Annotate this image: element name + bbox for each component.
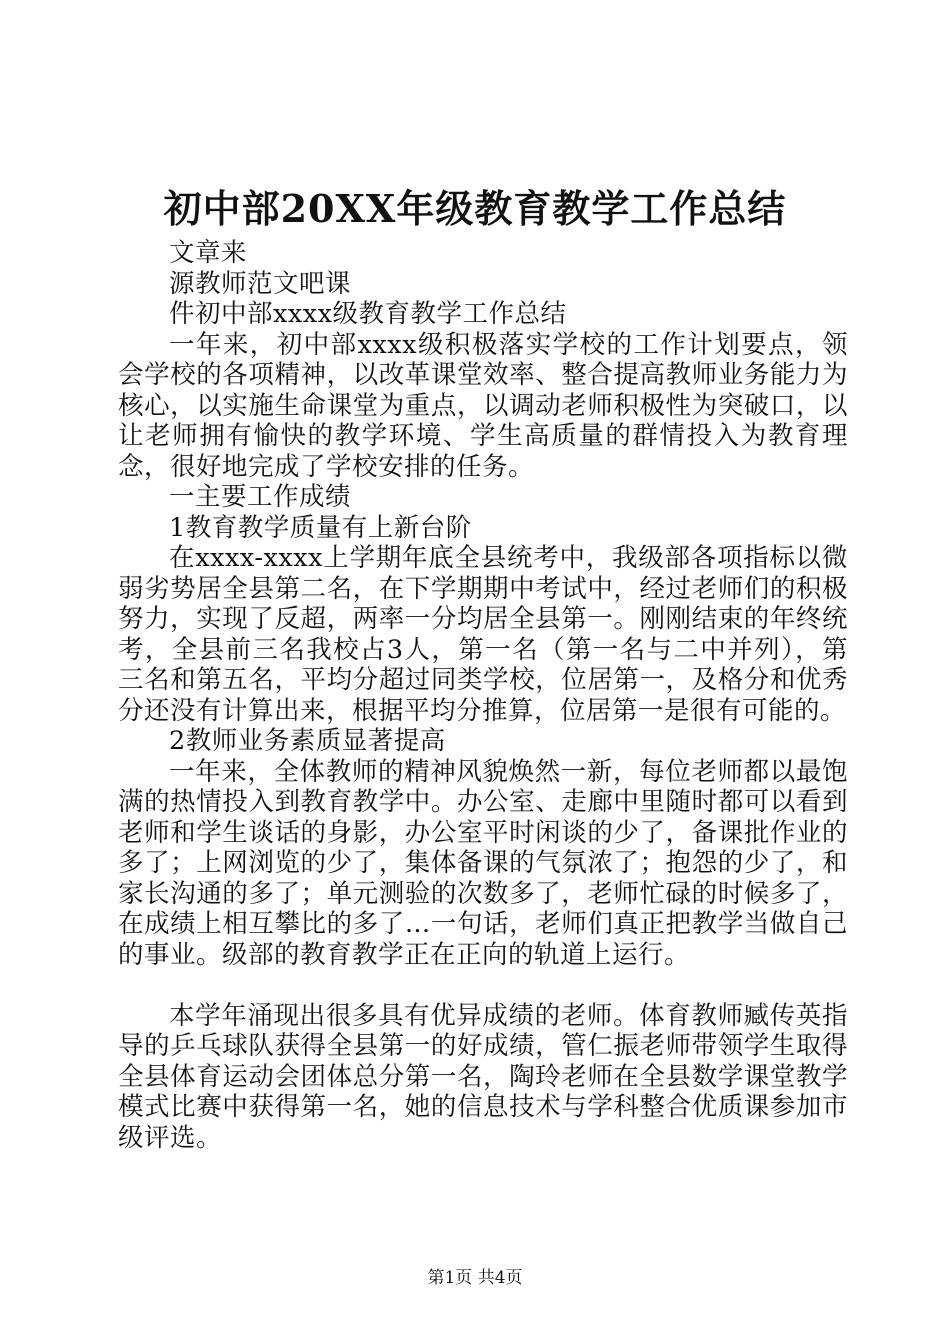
page-footer: 第1页 共4页 xyxy=(427,1268,523,1288)
paragraph-intro: 一年来，初中部xxxx级积极落实学校的工作计划要点，领会学校的各项精神，以改革课堂效率、整合提高教师业务能力为核心，以实施生命课堂为重点，以调动老师积极性为突破口，以让老师拥有愉快的教学环境、学生高质量的群情投入为教育理念，很好地完成了学校安排的任务。 xyxy=(118,329,848,482)
paragraph-source-line-3: 件初中部xxxx级教育教学工作总结 xyxy=(169,299,567,329)
paragraph-exam-results: 在xxxx-xxxx上学期年底全县统考中，我级部各项指标以微弱劣势居全县第二名，在下学期期中考试中，经过老师们的积极努力，实现了反超，两率一分均居全县第一。刚刚结束的年终统考，全县前三名我校占3人，第一名（第一名与二中并列），第三名和第五名，平均分超过同类学校，位居第一，及格分和优秀分还没有计算出来，根据平均分推算，位居第一是很有可能的。 xyxy=(118,543,848,726)
document-body xyxy=(118,238,848,1153)
paragraph-source-line-1: 文章来 xyxy=(169,238,248,268)
subsection-heading-teacher-quality: 2教师业务素质显著提高 xyxy=(169,726,446,756)
paragraph-teacher-spirit: 一年来，全体教师的精神风貌焕然一新，每位老师都以最饱满的热情投入到教育教学中。办公室、走廊中里随时都可以看到老师和学生谈话的身影，办公室平时闲谈的少了，备课批作业的多了；上网浏览的少了，集体备课的气氛浓了；抱怨的少了，和家长沟通的多了；单元测验的次数多了，老师忙碌的时候多了，在成绩上相互攀比的多了…一句话，老师们真正把教学当做自己的事业。级部的教育教学正在正向的轨道上运行。 xyxy=(118,756,848,970)
paragraph-source-line-2: 源教师范文吧课 xyxy=(169,268,352,299)
section-heading-main-achievements: 一主要工作成绩 xyxy=(169,482,352,512)
subsection-heading-quality: 1教育教学质量有上新台阶 xyxy=(169,512,472,543)
paragraph-outstanding-teachers: 本学年涌现出很多具有优异成绩的老师。体育教师臧传英指导的乒乓球队获得全县第一的好成绩，管仁振老师带领学生取得全县体育运动会团体总分第一名，陶玲老师在全县数学课堂教学模式比赛中获得第一名，她的信息技术与学科整合优质课参加市级评选。 xyxy=(118,1000,848,1153)
paragraph-spacer xyxy=(118,970,848,1001)
document-title: 初中部20XX年级教育教学工作总结 xyxy=(163,186,787,231)
